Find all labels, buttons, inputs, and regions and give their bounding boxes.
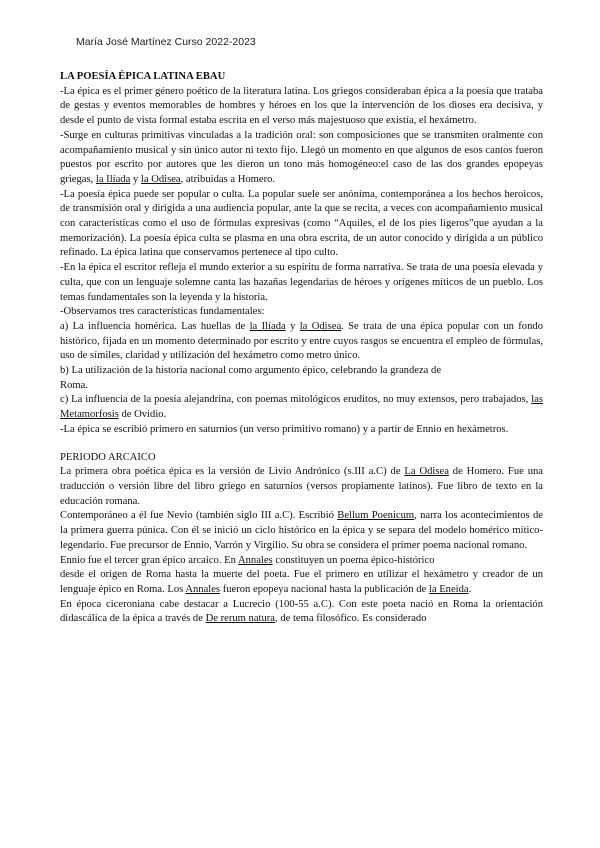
- document-body: [60, 70, 543, 627]
- paragraph-narrative: -En la épica el escritor refleja el mundo exterior a su espíritu de forma narrativa. Se trata de una poesía elevada y culta, que con un lenguaje solemne canta las hazañas legendarias de héroes y orígenes míticos de un pueblo. Los temas fundamentales son la leyenda y la historia.: [60, 262, 543, 303]
- list-item-c: [60, 393, 543, 422]
- paragraph-intro: -La épica es el primer género poético de la literatura latina. Los griegos consideraban épica a la poesía que trataba de gestas y eventos memorables de hombres y héroes en los que la intervención de los dioses era decisiva, y desde el punto de vista formal estaba escrita en el verso más majestuoso que existía, el hexámetro.: [60, 85, 543, 127]
- work-title-annales: Annales: [237, 554, 273, 566]
- text-span: fueron epopeya nacional hasta la publicación de: [220, 583, 429, 595]
- text-span: y: [130, 173, 141, 185]
- paragraph-origin: [60, 129, 543, 188]
- paragraph-ennio-cont: [60, 568, 543, 597]
- text-span: -Surge en culturas primitivas vinculadas a la tradición oral: son composiciones que se transmiten oralmente con acompañamiento musical y sin único autor ni texto fijo. Llegó un momento en que algunos de esos cantos fueron puestos por escrito por autores que les dieron un tono más homogéneo:el caso de las dos grandes epopeyas griegas,: [60, 129, 543, 185]
- paragraph-ennio: [60, 554, 543, 569]
- text-span: .: [468, 583, 472, 595]
- paragraph-meter: -La épica se escribió primero en saturnios (un verso primitivo romano) y a partir de Ennio en hexámetros.: [60, 423, 509, 435]
- paragraph-lucrecio: [60, 598, 543, 627]
- paragraph-characteristics-intro: -Observamos tres características fundamentales:: [60, 306, 265, 318]
- document-title: LA POESÍA ÉPICA LATINA EBAU: [60, 71, 226, 82]
- work-title-de-rerum-natura: De rerum natura: [205, 613, 276, 625]
- list-item-a: [60, 320, 543, 364]
- work-title-metamorphoses: las Metamorfosis: [60, 394, 543, 421]
- text-span: En época ciceroniana cabe destacar a Lucrecio (100-55 a.C). Con este poeta nació en Roma la orientación didascálica de la épica a través de: [60, 598, 543, 625]
- work-title-iliad: la Ilíada: [95, 173, 131, 185]
- paragraph-types: -La poesía épica puede ser popular o culta. La popular suele ser anónima, contemporánea a los hechos heroicos, de transmisión oral y dirigida a una audiencia popular, ante la que se recita, a veces con acompañamiento musical con características como el uso de fórmulas expresivas (como “Aquiles, el de los pies ligeros”que ayudan a la memorización). La poesía épica culta se plasma en una obra escrita, de un autor conocido y dirigida a un público refinado. La épica latina que conservamos pertenece al tipo culto.: [60, 188, 543, 259]
- work-title-odyssey: la Odisea: [140, 173, 181, 185]
- text-span: Ennio fue el tercer gran épico arcaico. En: [60, 554, 238, 566]
- text-span: Contemporáneo a él fue Nevio (también siglo III a.C). Escribió: [60, 510, 338, 522]
- text-span: c) La influencia de la poesía alejandrina, con poemas mitológicos eruditos, no muy extensos, pero trabajados,: [60, 394, 532, 406]
- text-span: de Ovidio.: [118, 409, 167, 421]
- text-line: Roma.: [60, 379, 88, 391]
- work-title-iliad: la Ilíada: [249, 320, 286, 332]
- paragraph-nevio: [60, 509, 543, 553]
- work-title-annales: Annales: [185, 583, 221, 595]
- text-span: de Homero. Fue una traducción o versión libre del libro griego en saturnios (versos propiamente latinos). Fue libro de texto en la educación romana.: [60, 466, 543, 507]
- text-span: a) La influencia homérica. Las huellas de: [60, 320, 250, 332]
- text-span: La primera obra poética épica es la versión de Livio Andrónico (s.III a.C) de: [60, 466, 405, 478]
- text-span: desde el origen de Roma hasta la muerte del poeta. Fue el primero en utilizar el hexámetro y creador de un lenguaje épico en Roma. Los: [60, 569, 543, 595]
- text-span: . Se trata de una épica popular con un fondo histórico, fijada en un momento determinado por escrito y entre cuyos rasgos se encuentra el empleo de fórmulas, uso de símiles, claridad y utilización del hexámetro como metro único.: [60, 320, 543, 362]
- text-span: , de tema filosófico. Es considerado: [275, 613, 427, 625]
- list-item-b: [60, 364, 543, 393]
- work-title-odyssey: La Odisea: [404, 466, 449, 478]
- text-span: y: [285, 320, 300, 332]
- paragraph-livio: [60, 465, 543, 509]
- section-title-archaic: PERIODO ARCAICO: [60, 451, 156, 463]
- text-span: , narra los acontecimientos de la primera guerra púnica. Con él se inició un ciclo histórico en la épica y se separa del modelo homérico mítico-legendario. Fue precursor de Ennio, Varrón y Virgilio. Su obra se considera el primer poema nacional romano.: [60, 510, 543, 551]
- text-span: , atribuidas a Homero.: [180, 173, 276, 185]
- work-title-aeneid: la Eneida: [428, 583, 469, 595]
- text-line: b) La utilización de la historia nacional como argumento épico, celebrando la grandeza de: [60, 365, 442, 377]
- page-header: María José Martínez Curso 2022-2023: [76, 36, 256, 48]
- text-span: constituyen un poema épico-histórico: [272, 554, 435, 566]
- work-title-odyssey: la Odisea: [299, 320, 342, 332]
- work-title-bellum-poenicum: Bellum Poenicum: [337, 510, 415, 522]
